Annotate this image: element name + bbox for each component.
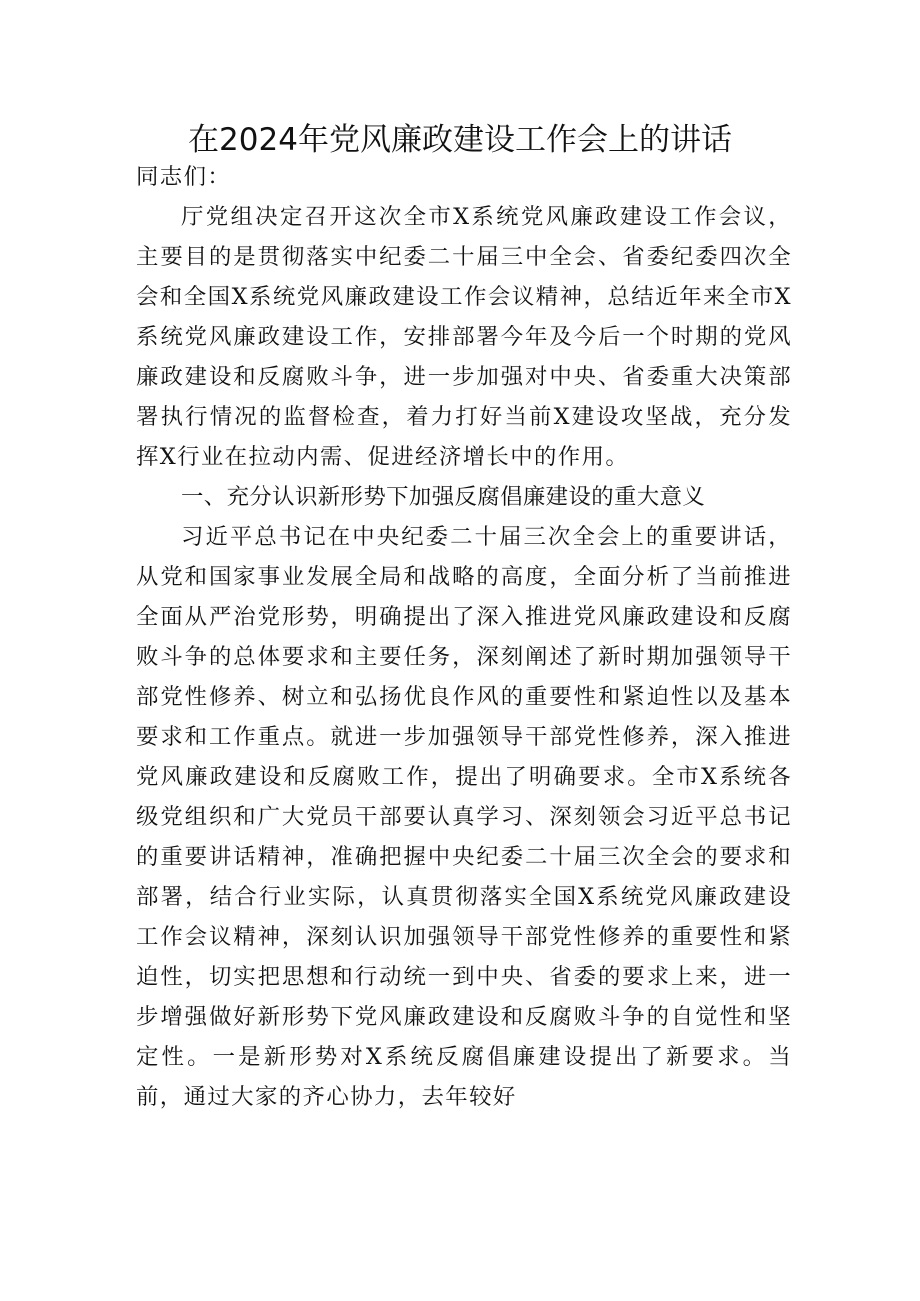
paragraph-intro: 厅党组决定召开这次全市X系统党风廉政建设工作会议，主要目的是贯彻落实中纪委二十届三中全会、省委纪委四次全会和全国X系统党风廉政建设工作会议精神，总结近年来全市X系统党风廉政建设工作，安排部署今年及今后一个时期的党风廉政建设和反腐败斗争，进一步加强对中央、省委重大决策部署执行情况的监督检查，着力打好当前X建设攻坚战，充分发挥X行业在拉动内需、促进经济增长中的作用。 xyxy=(136,204,792,470)
document-title: 在2024年党风廉政建设工作会上的讲话 xyxy=(188,122,732,158)
salutation: 同志们： xyxy=(136,164,232,190)
paragraph-section-1: 习近平总书记在中央纪委二十届三次全会上的重要讲话，从党和国家事业发展全局和战略的高度，全面分析了当前推进全面从严治党形势，明确提出了深入推进党风廉政建设和反腐败斗争的总体要求和主要任务，深刻阐述了新时期加强领导干部党性修养、树立和弘扬优良作风的重要性和紧迫性以及基本要求和工作重点。就进一步加强领导干部党性修养，深入推进党风廉政建设和反腐败工作，提出了明确要求。全市X系统各级党组织和广大党员干部要认真学习、深刻领会习近平总书记的重要讲话精神，准确把握中央纪委二十届三次全会的要求和部署，结合行业实际，认真贯彻落实全国X系统党风廉政建设工作会议精神，深刻认识加强领导干部党性修养的重要性和紧迫性，切实把思想和行动统一到中央、省委的要求上来，进一步增强做好新形势下党风廉政建设和反腐败斗争的自觉性和坚定性。一是新形势对X系统反腐倡廉建设提出了新要求。当前，通过大家的齐心协力，去年较好 xyxy=(136,524,792,1110)
document-body xyxy=(136,157,792,1117)
section-heading-1: 一、充分认识新形势下加强反腐倡廉建设的重大意义 xyxy=(181,484,706,510)
